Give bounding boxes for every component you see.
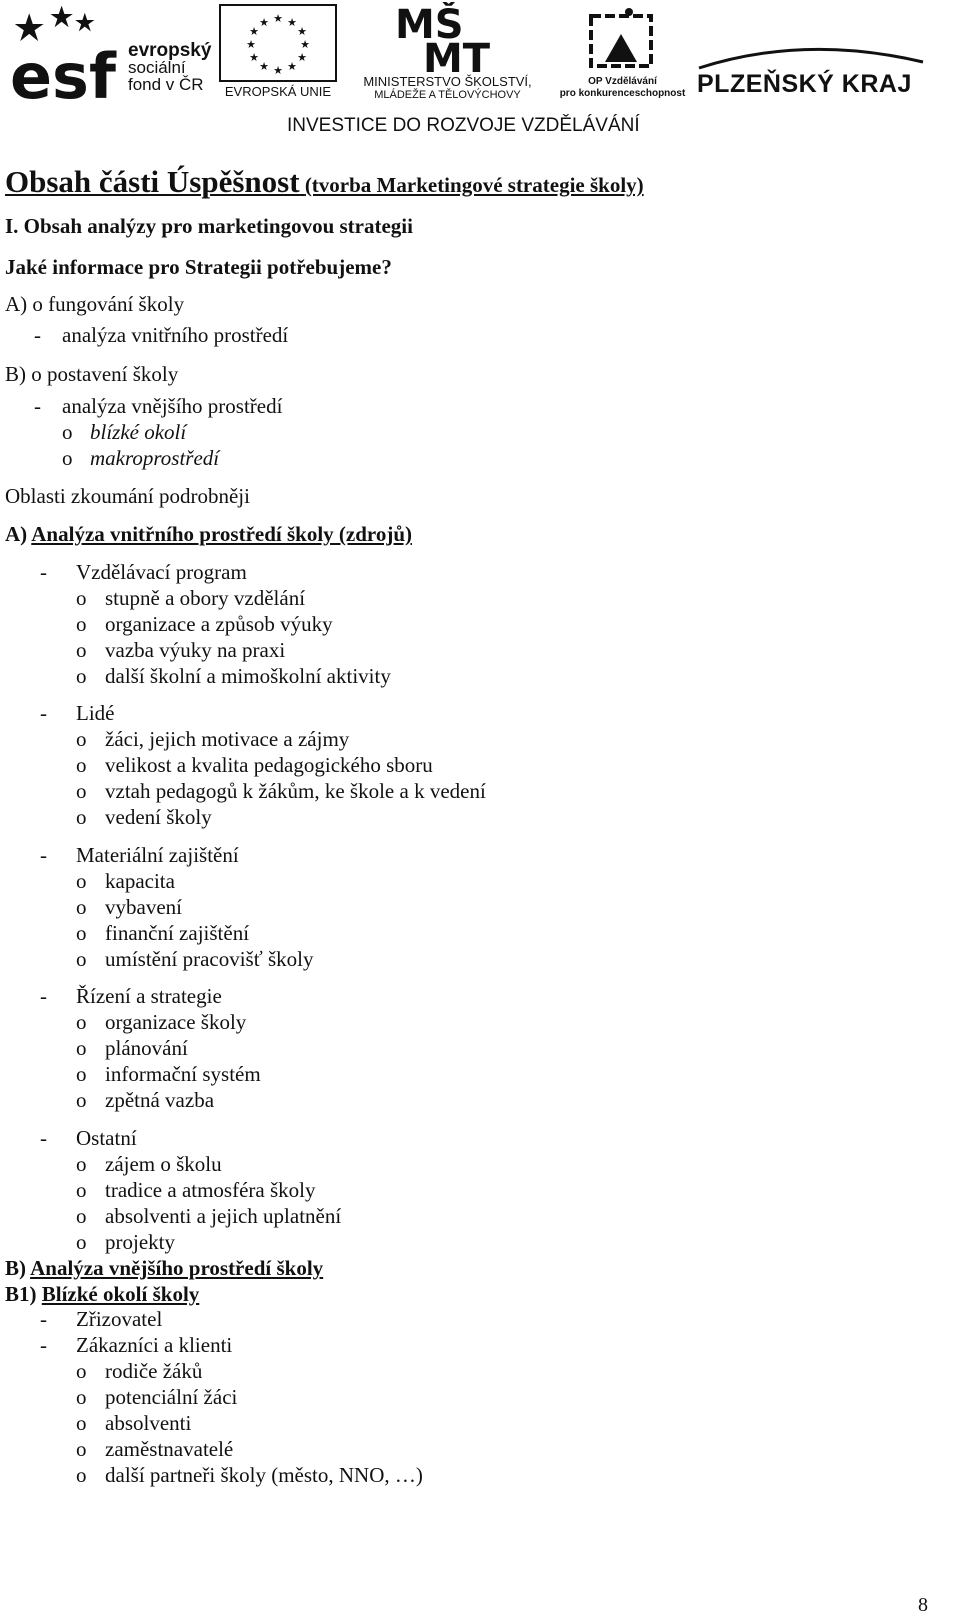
- plzensky-kraj-logo: [695, 40, 935, 106]
- bullet-marker: o: [76, 1359, 87, 1383]
- bullet-marker: o: [76, 727, 87, 751]
- svg-text:★: ★: [249, 51, 259, 64]
- group-item: stupně a obory vzdělání: [105, 586, 306, 610]
- dash-marker: -: [40, 1333, 47, 1357]
- bullet-marker: o: [62, 420, 73, 444]
- svg-text:★: ★: [259, 60, 269, 73]
- section-heading-1: I. Obsah analýzy pro marketingovou strategii: [5, 214, 413, 238]
- msmt-logo: [345, 2, 550, 102]
- group-item: další školní a mimoškolní aktivity: [105, 664, 391, 688]
- part-b-subitem: makroprostředí: [90, 446, 220, 470]
- bullet-marker: o: [76, 1152, 87, 1176]
- svg-text:★: ★: [246, 38, 256, 51]
- section-a-prefix: A): [5, 522, 28, 546]
- dash-marker: -: [40, 701, 47, 725]
- b1-subitem: další partneři školy (město, NNO, …): [105, 1463, 423, 1487]
- esf-text-3: fond v ČR: [128, 75, 204, 94]
- esf-text-2: sociální: [128, 58, 186, 77]
- svg-text:★: ★: [287, 60, 297, 73]
- bullet-marker: o: [76, 1437, 87, 1461]
- svg-text:MŠ: MŠ: [395, 2, 464, 48]
- msmt-text-1: MINISTERSTVO ŠKOLSTVÍ,: [363, 74, 532, 89]
- svg-text:★: ★: [300, 38, 310, 51]
- kraj-swoosh-icon: [695, 40, 927, 72]
- group-item: žáci, jejich motivace a zájmy: [105, 727, 350, 751]
- op-text-1: OP Vzdělávání: [588, 76, 657, 87]
- dash-marker: -: [40, 1307, 47, 1331]
- group-item: vazba výuky na praxi: [105, 638, 286, 662]
- part-b-subitem: blízké okolí: [90, 420, 187, 444]
- b1-subitem: absolventi: [105, 1411, 192, 1435]
- question-line: Jaké informace pro Strategii potřebujeme?: [5, 255, 392, 279]
- bullet-marker: o: [76, 869, 87, 893]
- svg-text:★: ★: [259, 16, 269, 29]
- bullet-marker: o: [76, 1463, 87, 1487]
- b1-subitem: potenciální žáci: [105, 1385, 238, 1409]
- svg-text:MT: MT: [423, 36, 491, 74]
- section-b1-title: Blízké okolí školy: [41, 1282, 200, 1306]
- section-a-title: Analýza vnitřního prostředí školy (zdrojů): [31, 522, 413, 546]
- eu-flag-icon: [219, 4, 337, 82]
- b1-subitem: zaměstnavatelé: [105, 1437, 234, 1461]
- op-logo: [555, 6, 690, 102]
- dash-marker: -: [40, 560, 47, 584]
- group-item: tradice a atmosféra školy: [105, 1178, 316, 1202]
- group-label: Materiální zajištění: [76, 843, 239, 867]
- group-item: vztah pedagogů k žákům, ke škole a k vedení: [105, 779, 486, 803]
- dash-marker: -: [40, 984, 47, 1008]
- esf-emblem-icon: [8, 6, 126, 102]
- group-item: informační systém: [105, 1062, 261, 1086]
- svg-text:★: ★: [273, 12, 283, 25]
- bullet-marker: o: [76, 1230, 87, 1254]
- svg-text:★: ★: [273, 64, 283, 77]
- bullet-marker: o: [76, 895, 87, 919]
- svg-text:★: ★: [249, 25, 259, 38]
- group-label: Řízení a strategie: [76, 984, 222, 1008]
- section-b-title: Analýza vnějšího prostředí školy: [30, 1256, 324, 1280]
- section-b-heading: [5, 1256, 323, 1280]
- part-a-item: analýza vnitřního prostředí: [62, 323, 289, 347]
- op-text-2: pro konkurenceschopnost: [559, 88, 686, 99]
- group-item: zpětná vazba: [105, 1088, 215, 1112]
- dash-marker: -: [34, 323, 41, 347]
- group-item: zájem o školu: [105, 1152, 222, 1176]
- group-item: projekty: [105, 1230, 175, 1254]
- bullet-marker: o: [76, 1088, 87, 1112]
- group-item: finanční zajištění: [105, 921, 250, 945]
- doc-title: [5, 165, 644, 202]
- bullet-marker: o: [76, 753, 87, 777]
- b1-item-zakaznici: Zákazníci a klienti: [76, 1333, 233, 1357]
- bullet-marker: o: [76, 779, 87, 803]
- b1-item-zrizovatel: Zřizovatel: [76, 1307, 163, 1331]
- page-number: 8: [918, 1594, 928, 1616]
- dash-marker: -: [34, 394, 41, 418]
- section-b1-heading: [5, 1282, 199, 1306]
- bullet-marker: o: [76, 1178, 87, 1202]
- esf-text-1: evropský: [128, 40, 212, 61]
- group-label: Vzdělávací program: [76, 560, 247, 584]
- dash-marker: -: [40, 1126, 47, 1150]
- op-emblem-icon: [585, 6, 659, 72]
- group-item: plánování: [105, 1036, 188, 1060]
- group-item: vedení školy: [105, 805, 212, 829]
- esf-logo: [8, 6, 213, 102]
- group-item: velikost a kvalita pedagogického sboru: [105, 753, 433, 777]
- group-label: Ostatní: [76, 1126, 137, 1150]
- bullet-marker: o: [76, 1411, 87, 1435]
- part-b-label: B) o postavení školy: [5, 362, 179, 386]
- svg-text:★: ★: [287, 16, 297, 29]
- doc-title-sub: (tvorba Marketingové strategie školy): [304, 173, 644, 197]
- bullet-marker: o: [76, 612, 87, 636]
- section-b1-prefix: B1): [5, 1282, 37, 1306]
- header-tagline: INVESTICE DO ROZVOJE VZDĚLÁVÁNÍ: [287, 115, 640, 136]
- bullet-marker: o: [62, 446, 73, 470]
- group-item: vybavení: [105, 895, 182, 919]
- msmt-emblem-icon: [395, 2, 515, 74]
- doc-title-main: Obsah části Úspěšnost: [5, 164, 300, 199]
- msmt-text-2: MLÁDEŽE A TĚLOVÝCHOVY: [374, 89, 521, 101]
- group-item: organizace školy: [105, 1010, 247, 1034]
- bullet-marker: o: [76, 1385, 87, 1409]
- svg-text:esf: esf: [10, 40, 116, 102]
- group-label: Lidé: [76, 701, 115, 725]
- areas-heading: Oblasti zkoumání podrobněji: [5, 484, 250, 508]
- group-item: umístění pracovišť školy: [105, 947, 314, 971]
- bullet-marker: o: [76, 947, 87, 971]
- section-a-heading: [5, 522, 412, 546]
- bullet-marker: o: [76, 1010, 87, 1034]
- group-item: organizace a způsob výuky: [105, 612, 333, 636]
- bullet-marker: o: [76, 586, 87, 610]
- part-a-label: A) o fungování školy: [5, 292, 185, 316]
- bullet-marker: o: [76, 1036, 87, 1060]
- bullet-marker: o: [76, 921, 87, 945]
- kraj-text: PLZEŇSKÝ KRAJ: [697, 70, 912, 98]
- group-item: absolventi a jejich uplatnění: [105, 1204, 342, 1228]
- bullet-marker: o: [76, 1062, 87, 1086]
- section-b-prefix: B): [5, 1256, 26, 1280]
- b1-subitem: rodiče žáků: [105, 1359, 203, 1383]
- svg-text:★: ★: [297, 51, 307, 64]
- group-item: kapacita: [105, 869, 175, 893]
- part-b-item: analýza vnějšího prostředí: [62, 394, 283, 418]
- bullet-marker: o: [76, 638, 87, 662]
- bullet-marker: o: [76, 805, 87, 829]
- eu-caption: EVROPSKÁ UNIE: [224, 84, 332, 99]
- dash-marker: -: [40, 843, 47, 867]
- eu-logo: [219, 4, 337, 100]
- svg-text:★: ★: [297, 25, 307, 38]
- bullet-marker: o: [76, 1204, 87, 1228]
- bullet-marker: o: [76, 664, 87, 688]
